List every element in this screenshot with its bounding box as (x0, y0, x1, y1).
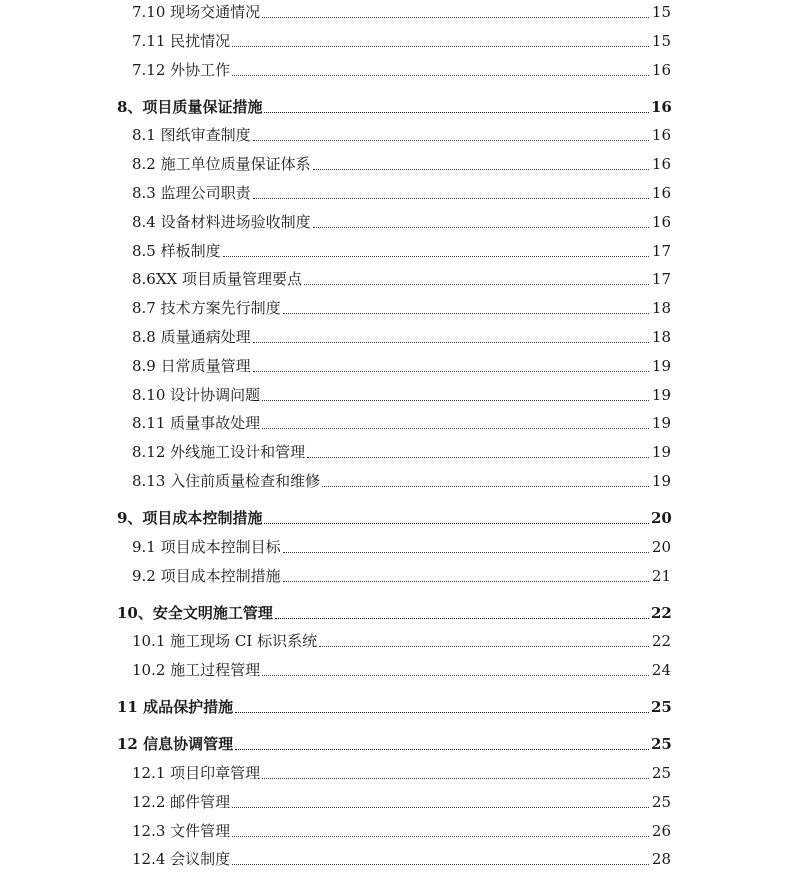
dot-leader (232, 75, 649, 76)
toc-page-number: 16 (651, 126, 671, 145)
toc-page-number: 22 (651, 603, 672, 622)
dot-leader (262, 17, 649, 18)
toc-page-number: 25 (651, 792, 671, 811)
toc-entry-title: 8.13 入住前质量检查和维修 (132, 472, 321, 490)
toc-page-number: 17 (651, 270, 671, 289)
toc-entry-title: 9.2 项目成本控制措施 (132, 566, 281, 585)
toc-page-number: 16 (651, 155, 671, 174)
dot-leader (232, 46, 649, 47)
dot-leader (232, 836, 649, 837)
toc-entry-title: 12.3 文件管理 (132, 821, 231, 840)
toc-entry-title: 8.2 施工单位质量保证体系 (132, 155, 311, 174)
toc-entry-title: 8.1 图纸审查制度 (132, 126, 251, 145)
toc-subsection-entry[interactable] (0, 847, 792, 869)
toc-subsection-entry[interactable] (0, 440, 792, 462)
toc-subsection-entry[interactable] (0, 123, 792, 145)
dot-leader (313, 169, 649, 170)
toc-section-entry[interactable] (0, 695, 792, 717)
toc-entry-title: 11 成品保护措施 (117, 698, 234, 717)
toc-subsection-entry[interactable] (0, 761, 792, 783)
toc-subsection-entry[interactable] (0, 325, 792, 347)
toc-subsection-entry[interactable] (0, 658, 792, 680)
dot-leader (283, 552, 649, 553)
toc-page-number: 19 (651, 443, 671, 462)
toc-subsection-entry[interactable] (0, 210, 792, 232)
dot-leader (283, 581, 649, 582)
toc-subsection-entry[interactable] (0, 239, 792, 261)
toc-entry-title: 12.2 邮件管理 (132, 792, 231, 811)
toc-entry-title: 8.5 样板制度 (132, 241, 221, 260)
dot-leader (253, 140, 649, 141)
toc-subsection-entry[interactable] (0, 564, 792, 586)
dot-leader (264, 523, 649, 524)
toc-page-number: 19 (651, 472, 671, 490)
dot-leader (253, 198, 649, 199)
toc-subsection-entry[interactable] (0, 152, 792, 174)
toc-page-number: 25 (651, 735, 672, 754)
toc-subsection-entry[interactable] (0, 354, 792, 376)
toc-entry-title: 8、项目质量保证措施 (117, 97, 263, 116)
toc-page-number: 26 (651, 821, 671, 840)
toc-subsection-entry[interactable] (0, 383, 792, 405)
toc-subsection-entry[interactable] (0, 469, 792, 491)
toc-page-number: 24 (651, 661, 671, 680)
toc-entry-title: 8.9 日常质量管理 (132, 356, 251, 375)
toc-subsection-entry[interactable] (0, 58, 792, 80)
dot-leader (232, 807, 649, 808)
toc-page-number: 28 (651, 850, 671, 869)
toc-entry-title: 12.4 会议制度 (132, 850, 231, 869)
dot-leader (235, 749, 649, 750)
toc-entry-title: 9、项目成本控制措施 (117, 509, 263, 527)
toc-entry-title: 7.12 外协工作 (132, 60, 231, 79)
toc-page-number: 19 (651, 385, 671, 404)
toc-subsection-entry[interactable] (0, 181, 792, 203)
toc-section-entry[interactable] (0, 506, 792, 528)
toc-entry-title: 8.3 监理公司职责 (132, 184, 251, 202)
dot-leader (253, 342, 649, 343)
toc-subsection-entry[interactable] (0, 29, 792, 51)
toc-page-number: 19 (651, 356, 671, 375)
toc-page-number: 19 (651, 414, 671, 433)
toc-page-number: 25 (651, 698, 672, 717)
dot-leader (313, 227, 649, 228)
toc-page-number: 16 (651, 184, 671, 202)
toc-entry-title: 8.11 质量事故处理 (132, 414, 261, 433)
dot-leader (235, 712, 649, 713)
toc-entry-title: 10.2 施工过程管理 (132, 661, 261, 680)
dot-leader (307, 457, 649, 458)
toc-page-number: 15 (651, 31, 671, 50)
dot-leader (264, 112, 649, 113)
toc-page-number: 16 (651, 97, 672, 116)
toc-entry-title: 10.1 施工现场 CI 标识系统 (132, 632, 318, 651)
toc-subsection-entry[interactable] (0, 267, 792, 289)
toc-page-number: 16 (651, 212, 671, 231)
toc-page-number: 25 (651, 764, 671, 782)
toc-page-number: 20 (651, 509, 672, 527)
toc-subsection-entry[interactable] (0, 296, 792, 318)
toc-subsection-entry[interactable] (0, 629, 792, 651)
toc-entry-title: 7.10 现场交通情况 (132, 3, 261, 21)
toc-page-number: 17 (651, 241, 671, 260)
dot-leader (322, 486, 649, 487)
toc-entry-title: 8.12 外线施工设计和管理 (132, 443, 306, 462)
toc-subsection-entry[interactable] (0, 790, 792, 812)
toc-page-number: 20 (651, 537, 671, 556)
dot-leader (262, 428, 649, 429)
dot-leader (262, 675, 649, 676)
dot-leader (262, 778, 649, 779)
toc-page-number: 21 (651, 566, 671, 585)
toc-subsection-entry[interactable] (0, 0, 792, 22)
toc-subsection-entry[interactable] (0, 535, 792, 557)
dot-leader (304, 284, 649, 285)
toc-subsection-entry[interactable] (0, 411, 792, 433)
toc-entry-title: 8.10 设计协调问题 (132, 385, 261, 404)
dot-leader (232, 864, 649, 865)
dot-leader (262, 400, 649, 401)
toc-page-number: 18 (651, 328, 671, 346)
dot-leader (223, 256, 649, 257)
dot-leader (319, 646, 649, 647)
toc-section-entry[interactable] (0, 732, 792, 754)
toc-section-entry[interactable] (0, 601, 792, 623)
dot-leader (275, 618, 649, 619)
toc-entry-title: 8.4 设备材料进场验收制度 (132, 212, 311, 231)
toc-entry-title: 12 信息协调管理 (117, 735, 234, 754)
toc-page-number: 22 (651, 632, 671, 651)
toc-entry-title: 12.1 项目印章管理 (132, 764, 261, 782)
toc-page-number: 16 (651, 60, 671, 79)
dot-leader (253, 371, 649, 372)
toc-entry-title: 9.1 项目成本控制目标 (132, 537, 281, 556)
toc-page-number: 15 (651, 3, 671, 21)
toc-subsection-entry[interactable] (0, 819, 792, 841)
toc-entry-title: 8.8 质量通病处理 (132, 328, 251, 346)
dot-leader (283, 313, 649, 314)
toc-section-entry[interactable] (0, 95, 792, 117)
toc-entry-title: 8.7 技术方案先行制度 (132, 299, 281, 318)
toc-entry-title: 10、安全文明施工管理 (117, 603, 273, 622)
toc-entry-title: 8.6XX 项目质量管理要点 (132, 270, 302, 289)
toc-entry-title: 7.11 民扰情况 (132, 31, 231, 50)
toc-page-number: 18 (651, 299, 671, 318)
